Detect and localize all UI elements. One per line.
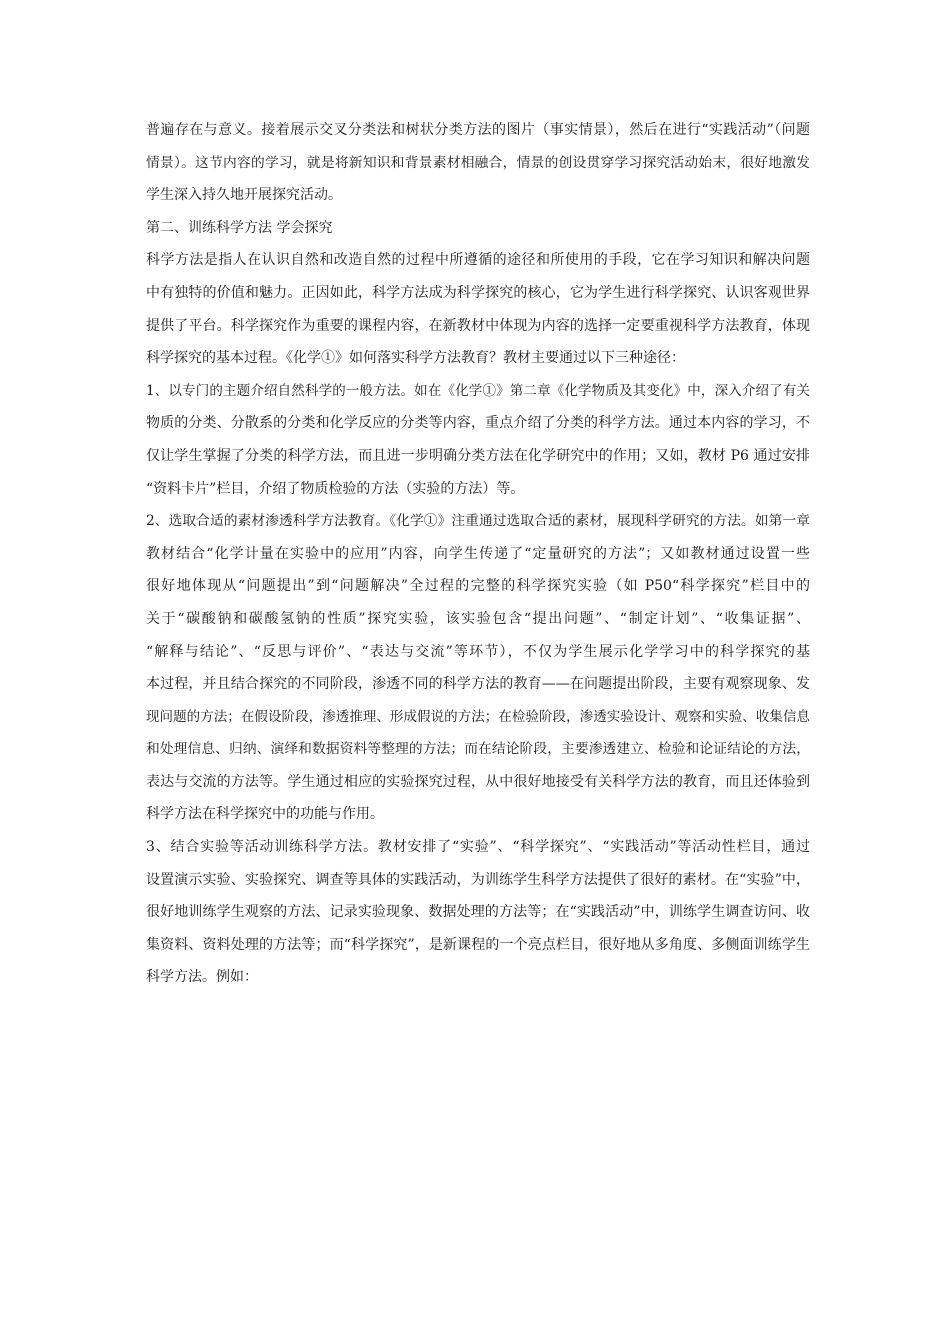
text-line: 和处理信息、归纳、演绎和数据资料等整理的方法；而在结论阶段，主要渗透建立、检验和论证结论的方法，: [146, 741, 810, 758]
text-line: 学生深入持久地开展探究活动。: [146, 187, 342, 204]
text-line: “资料卡片”栏目，介绍了物质检验的方法（实验的方法）等。: [146, 480, 525, 497]
text-line: “解释与结论”、“反思与评价”、“表达与交流”等环节），不仅为学生展示化学学习中的科学探究的基: [146, 643, 810, 660]
text-line: 很好地体现从“问题提出”到“问题解决”全过程的完整的科学探究实验（如 P50“科学探究”栏目中的: [146, 578, 810, 595]
text-line: 很好地训练学生观察的方法、记录实验现象、数据处理的方法等；在“实践活动”中，训练学生调查访问、收: [146, 904, 810, 921]
text-line: 1、以专门的主题介绍自然科学的一般方法。如在《化学①》第二章《化学物质及其变化》中，深入介绍了有关: [146, 382, 810, 399]
document-body: [146, 114, 810, 994]
text-line: 科学方法是指人在认识自然和改造自然的过程中所遵循的途径和所使用的手段，它在学习知识和解决问题: [146, 252, 810, 269]
text-line: 仅让学生掌握了分类的科学方法，而且进一步明确分类方法在化学研究中的作用；又如，教材 P6 通过安排: [146, 447, 810, 464]
text-line: 2、选取合适的素材渗透科学方法教育。《化学①》注重通过选取合适的素材，展现科学研究的方法。如第一章: [146, 513, 810, 530]
text-line: 物质的分类、分散系的分类和化学反应的分类等内容，重点介绍了分类的科学方法。通过本内容的学习，不: [146, 415, 810, 432]
text-line: 中有独特的价值和魅力。正因如此，科学方法成为科学探究的核心，它为学生进行科学探究、认识客观世界: [146, 284, 810, 301]
text-line: 现问题的方法；在假设阶段，渗透推理、形成假说的方法；在检验阶段，渗透实验设计、观察和实验、收集信息: [146, 708, 810, 725]
text-line: 设置演示实验、实验探究、调查等具体的实践活动，为训练学生科学方法提供了很好的素材。在“实验”中，: [146, 871, 810, 888]
text-line: 本过程，并且结合探究的不同阶段，渗透不同的科学方法的教育——在问题提出阶段，主要有观察现象、发: [146, 676, 810, 693]
text-line: 关于“碳酸钠和碳酸氢钠的性质”探究实验，该实验包含“提出问题”、“制定计划”、“收集证据”、: [146, 610, 810, 627]
text-line: 提供了平台。科学探究作为重要的课程内容，在新教材中体现为内容的选择一定要重视科学方法教育，体现: [146, 317, 810, 334]
text-line: 集资料、资料处理的方法等；而“科学探究”，是新课程的一个亮点栏目，很好地从多角度、多侧面训练学生: [146, 936, 810, 953]
text-line: 3、结合实验等活动训练科学方法。教材安排了“实验”、“科学探究”、“实践活动”等活动性栏目，通过: [146, 839, 810, 856]
text-line: 普遍存在与意义。接着展示交叉分类法和树状分类方法的图片（事实情景），然后在进行“实践活动”（问题: [146, 122, 810, 138]
text-line: 科学方法在科学探究中的功能与作用。: [146, 806, 384, 823]
text-line: 表达与交流的方法等。学生通过相应的实验探究过程，从中很好地接受有关科学方法的教育，而且还体验到: [146, 773, 810, 790]
text-line: 第二、训练科学方法 学会探究: [146, 219, 333, 236]
text-line: 情景）。这节内容的学习，就是将新知识和背景素材相融合，情景的创设贯穿学习探究活动始末，很好地激发: [146, 154, 810, 171]
text-line: 教材结合“化学计量在实验中的应用”内容，向学生传递了“定量研究的方法”；又如教材通过设置一些: [146, 545, 810, 562]
text-line: 科学探究的基本过程。《化学①》如何落实科学方法教育？教材主要通过以下三种途径：: [146, 350, 685, 367]
text-line: 科学方法。例如：: [146, 969, 258, 986]
